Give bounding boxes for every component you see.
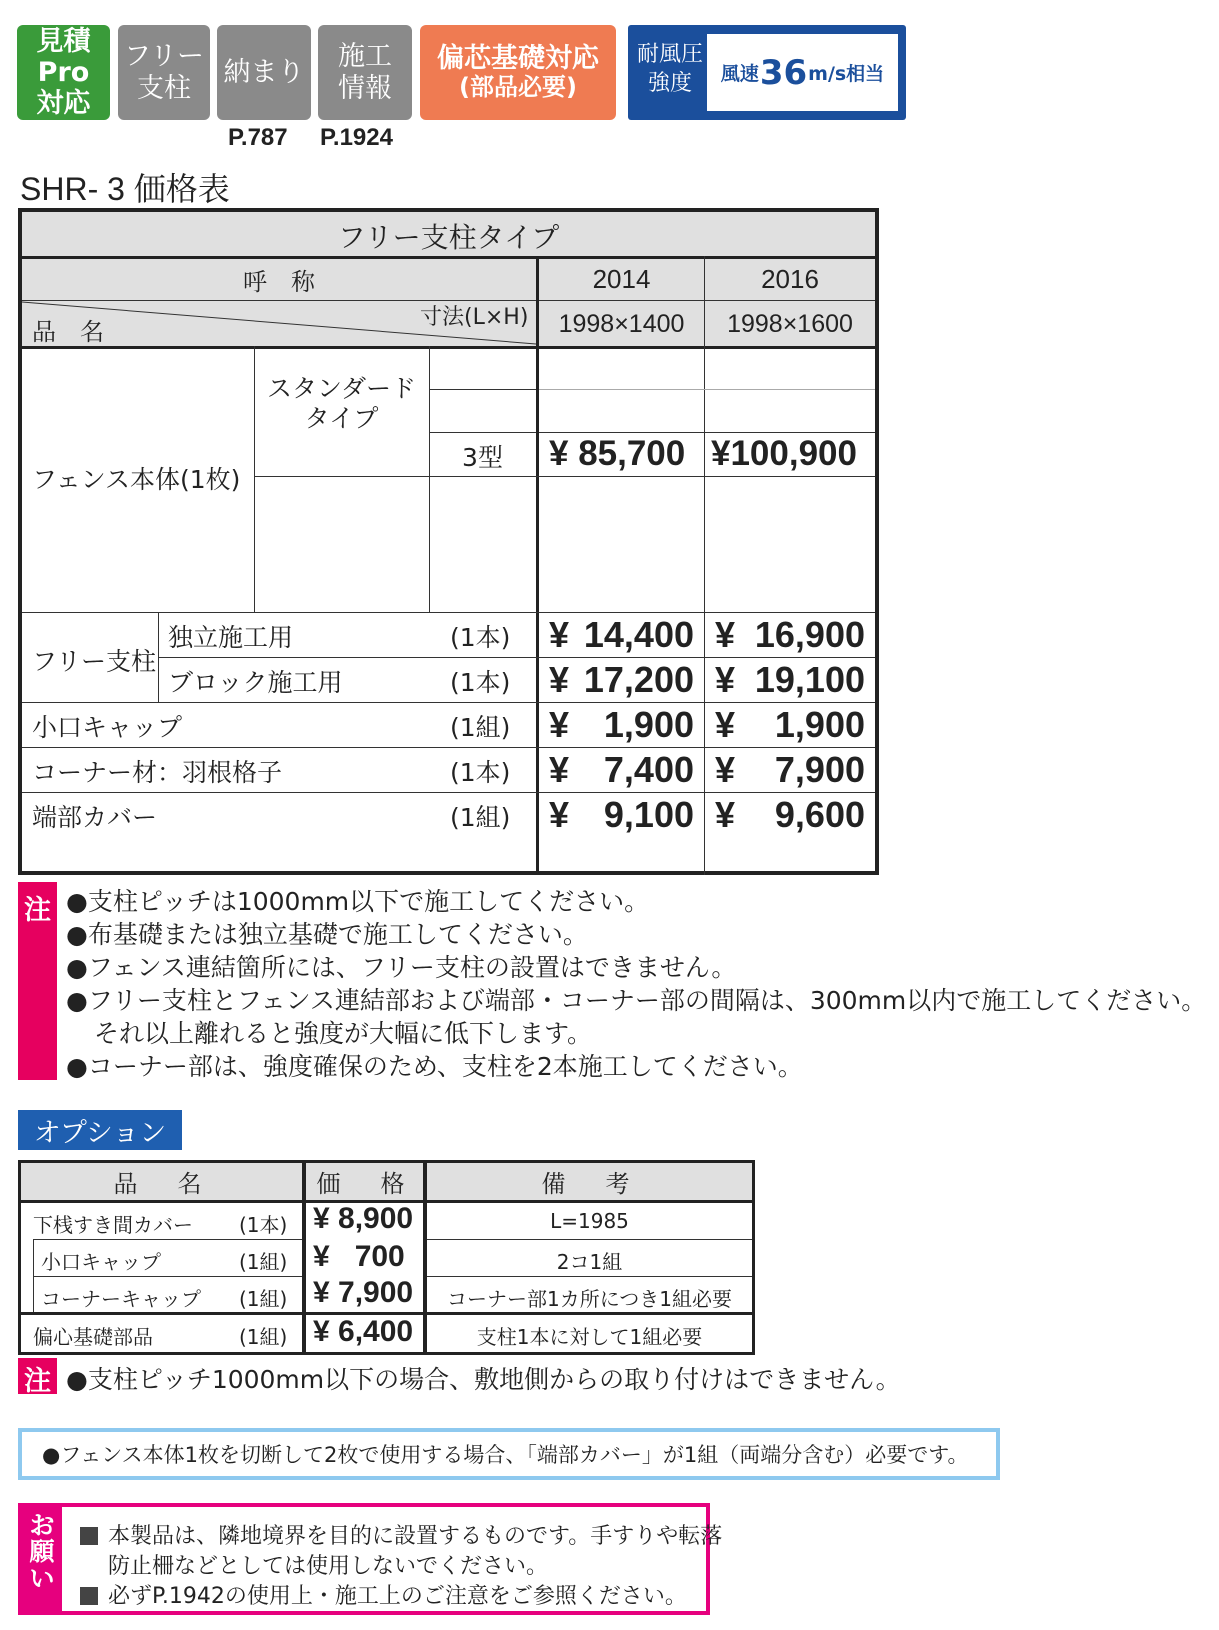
- wind-strength-badge: [628, 25, 906, 120]
- row-price-2014: [539, 702, 704, 747]
- note-line: それ以上離れると強度が大幅に低下します。: [94, 1019, 593, 1048]
- square-bullet-icon: [80, 1527, 98, 1545]
- option-row-unit: (1組): [239, 1287, 288, 1311]
- note-line: ●支柱ピッチは1000mm以下で施工してください。: [66, 887, 650, 916]
- divider: [427, 1276, 752, 1277]
- col-code-2016: 2016: [761, 264, 819, 294]
- caution-box: [18, 1503, 723, 1615]
- option-row-name: 下桟すき間カバー: [33, 1213, 193, 1237]
- row-price-2016: [705, 747, 875, 792]
- row-price-2016: [705, 702, 875, 747]
- row-unit: (1組): [450, 803, 511, 832]
- row-name: 端部カバー: [32, 803, 158, 832]
- option-note: ●支柱ピッチ1000mm以下の場合、敷地側からの取り付けはできません。: [66, 1365, 901, 1394]
- info-box: [18, 1428, 1000, 1480]
- badge-text: 見積Pro: [36, 25, 91, 88]
- yen-mark: ¥: [549, 793, 570, 835]
- wind-value: 36: [759, 52, 808, 93]
- option-table: [18, 1160, 755, 1355]
- note-line: ●コーナー部は、強度確保のため、支柱を2本施工してください。: [66, 1052, 803, 1081]
- type-header: フリー支柱タイプ: [337, 221, 560, 254]
- badge-free-post: [118, 25, 210, 120]
- row-price-2016: [705, 792, 875, 837]
- price-table: [18, 208, 879, 875]
- row-unit: (1本): [450, 668, 511, 697]
- yen-mark: ¥: [549, 658, 570, 700]
- price-value: 7,400: [603, 748, 694, 790]
- caution-line: [80, 1519, 722, 1550]
- price-value: 1,900: [603, 703, 694, 745]
- badge-text: 施工: [338, 41, 392, 73]
- row-price-2014: [539, 747, 704, 792]
- row-unit: (1本): [450, 623, 511, 652]
- row-price-2016: [705, 657, 875, 702]
- yen-mark: ¥: [549, 613, 570, 655]
- option-row-price: ¥ 7,900: [313, 1276, 414, 1309]
- fence-price-2014: ¥ 85,700: [549, 434, 686, 473]
- caution-line: 防止柵などとしては使用しないでください。: [108, 1554, 549, 1579]
- divider: [22, 346, 875, 349]
- option-row-unit: (1組): [239, 1325, 288, 1349]
- badge-henshin-kiso: [420, 25, 616, 120]
- option-row-name: コーナーキャップ: [41, 1287, 201, 1311]
- yen-mark: ¥: [715, 748, 736, 790]
- option-row-unit: (1本): [239, 1213, 288, 1237]
- price-value: 14,400: [583, 613, 694, 655]
- yen-mark: ¥: [715, 658, 736, 700]
- col-size-2016: 1998×1600: [727, 310, 853, 338]
- note-mark: 注: [18, 882, 57, 1080]
- badge-text: 対応: [36, 88, 91, 120]
- standard-type-line: タイプ: [304, 404, 379, 433]
- row-price-2014: [539, 792, 704, 837]
- info-text: ●フェンス本体1枚を切断して2枚で使用する場合、「端部カバー」が1組（両端分含む）必要です。: [42, 1443, 969, 1467]
- note-line: ●フェンス連結箇所には、フリー支柱の設置はできません。: [66, 953, 737, 982]
- caution-side-char: い: [29, 1563, 55, 1593]
- free-post-label: フリー支柱: [32, 647, 157, 676]
- badge-text: 納まり: [223, 56, 305, 88]
- price-value: 9,100: [603, 793, 694, 835]
- option-header-note: 備 考: [427, 1163, 752, 1200]
- badge-sekou-info: [318, 25, 412, 120]
- price-value: 19,100: [754, 658, 865, 700]
- option-row-note: L=1985: [550, 1209, 629, 1233]
- option-row-price: ¥ 700: [313, 1240, 405, 1273]
- square-bullet-icon: [80, 1587, 98, 1605]
- row-name: 小口キャップ: [32, 713, 183, 742]
- note-line: ●布基礎または独立基礎で施工してください。: [66, 920, 588, 949]
- yen-mark: ¥: [549, 748, 570, 790]
- model-label: 3型: [462, 443, 503, 472]
- row-name: ブロック施工用: [168, 668, 343, 697]
- badge-osamari: [217, 25, 311, 120]
- option-label: オプション: [18, 1110, 182, 1150]
- badge-text: 支柱: [137, 72, 191, 104]
- wind-suffix: m/s相当: [808, 63, 885, 85]
- divider: [22, 256, 875, 259]
- sunpou-label: 寸法(L×H): [420, 305, 529, 330]
- row-name: コーナー材：羽根格子: [32, 758, 283, 787]
- price-value: 9,600: [774, 793, 865, 835]
- standard-type-line: スタンダード: [266, 374, 416, 403]
- page-title: SHR- 3 価格表: [20, 171, 230, 207]
- divider: [254, 476, 875, 477]
- option-row-unit: (1組): [239, 1250, 288, 1274]
- divider: [429, 432, 536, 433]
- caution-side-char: 願: [29, 1537, 55, 1567]
- yen-mark: ¥: [715, 793, 736, 835]
- row-unit: (1組): [450, 713, 511, 742]
- caution-side-char: お: [29, 1511, 55, 1540]
- caution-line: [80, 1579, 687, 1610]
- divider: [429, 389, 536, 390]
- row-price-2014: [539, 612, 704, 657]
- caution-text: 必ずP.1942の使用上・施工上のご注意をご参照ください。: [108, 1584, 687, 1609]
- yen-mark: ¥: [715, 703, 736, 745]
- wind-value-box: [707, 34, 898, 111]
- option-header-name: 品 名: [21, 1163, 302, 1200]
- price-value: 17,200: [583, 658, 694, 700]
- price-value: 16,900: [754, 613, 865, 655]
- row-unit: (1本): [450, 758, 511, 787]
- divider: [33, 1276, 302, 1277]
- fence-price-2016: ¥100,900: [711, 434, 857, 473]
- caution-text: 本製品は、隣地境界を目的に設置するものです。手すりや転落: [108, 1524, 723, 1549]
- hinmei-label: 品 名: [32, 318, 104, 346]
- yen-mark: ¥: [715, 613, 736, 655]
- wind-label: [632, 41, 708, 98]
- option-header-price: 価 格: [306, 1163, 423, 1200]
- option-row-note: 2コ1組: [556, 1250, 623, 1274]
- wind-prefix: 風速: [720, 63, 759, 85]
- option-note-mark: 注: [18, 1358, 57, 1394]
- price-value: 7,900: [774, 748, 865, 790]
- badge-text: フリー: [124, 41, 204, 73]
- divider: [539, 389, 875, 390]
- row-name: 独立施工用: [168, 623, 294, 652]
- badge-mitsumori-pro: [17, 25, 110, 120]
- option-row-price: ¥ 8,900: [313, 1202, 414, 1235]
- option-row-name: 小口キャップ: [41, 1250, 161, 1274]
- divider: [427, 1239, 752, 1240]
- option-row-price: ¥ 6,400: [313, 1315, 414, 1348]
- badge-text: 偏芯基礎対応: [437, 43, 599, 75]
- option-row-note: 支柱1本に対して1組必要: [476, 1325, 703, 1349]
- yen-mark: ¥: [549, 703, 570, 745]
- option-row-note: コーナー部1カ所につき1組必要: [446, 1287, 733, 1311]
- badge-text: 情報: [338, 72, 392, 104]
- note-line: ●フリー支柱とフェンス連結部および端部・コーナー部の間隔は、300mm以内で施工してください。: [66, 986, 1207, 1015]
- price-value: 1,900: [774, 703, 865, 745]
- caution-side: [22, 1507, 62, 1611]
- wind-label-line: 耐風圧: [636, 42, 703, 67]
- option-row-name: 偏心基礎部品: [33, 1325, 153, 1349]
- standard-type-label: [254, 374, 429, 434]
- divider: [302, 1163, 306, 1352]
- col-size-2014: 1998×1400: [558, 310, 685, 338]
- page-ref-sekou[interactable]: P.1924: [320, 124, 393, 151]
- wind-label-line: 強度: [647, 70, 692, 96]
- fence-body-label: フェンス本体(1枚): [32, 465, 241, 494]
- col-code-2014: 2014: [592, 264, 651, 294]
- row-price-2016: [705, 612, 875, 657]
- divider: [429, 346, 430, 612]
- page-ref-osamari[interactable]: P.787: [228, 124, 288, 151]
- badge-subtext: (部品必要): [459, 73, 577, 102]
- yobishou-label: 呼 称: [243, 268, 315, 296]
- row-price-2014: [539, 657, 704, 702]
